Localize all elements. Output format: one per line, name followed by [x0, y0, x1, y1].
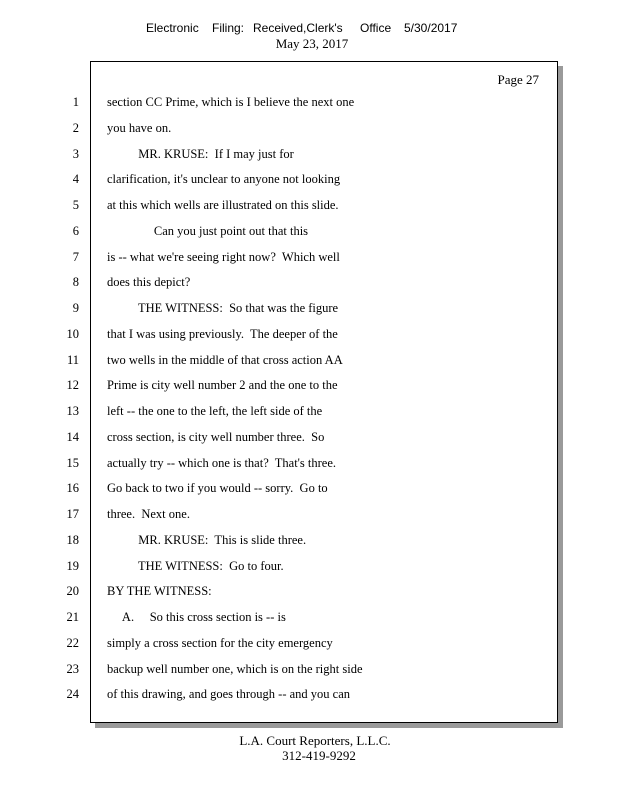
transcript-line: of this drawing, and goes through -- and you can — [107, 687, 350, 702]
page-number: Page 27 — [497, 72, 539, 87]
transcript-line: simply a cross section for the city emergency — [107, 635, 333, 650]
line-number: 24 — [66, 687, 79, 702]
line-number: 16 — [66, 481, 79, 496]
line-number: 13 — [66, 404, 79, 418]
transcript-line: THE WITNESS: So that was the figure — [107, 301, 339, 315]
transcript-line: backup well number one, which is on the right side — [107, 661, 363, 676]
line-number: 8 — [72, 275, 79, 290]
footer-phone: 312-419-9292 — [282, 748, 356, 763]
line-number: 7 — [72, 249, 79, 264]
line-number: 19 — [66, 558, 79, 573]
line-number: 10 — [66, 326, 79, 341]
transcript-line: left -- the one to the left, the left side of the — [107, 404, 323, 418]
line-number: 1 — [72, 95, 79, 109]
filing-stamp-word: Electronic — [146, 21, 199, 35]
transcript-line: three. Next one. — [107, 507, 190, 521]
transcript-line: Can you just point out that this — [107, 223, 309, 238]
transcript-line: actually try -- which one is that? That's three. — [107, 455, 337, 470]
line-number: 12 — [66, 378, 79, 393]
transcript-line: does this depict? — [107, 275, 191, 290]
line-number: 17 — [66, 507, 79, 521]
line-number: 11 — [66, 352, 79, 367]
filing-stamp-word: Office — [360, 21, 392, 35]
line-number: 6 — [72, 223, 79, 238]
transcript-line: A. So this cross section is -- is — [107, 610, 286, 624]
filing-stamp — [0, 21, 618, 37]
transcript-line: that I was using previously. The deeper of the — [107, 326, 338, 341]
line-number: 15 — [66, 455, 79, 470]
transcript-line: is -- what we're seeing right now? Which well — [107, 249, 340, 264]
line-number: 22 — [66, 635, 79, 650]
filing-stamp-word: Received,Clerk's — [253, 21, 343, 35]
transcript-line: you have on. — [107, 120, 172, 135]
line-number: 2 — [72, 120, 79, 135]
transcript-line: BY THE WITNESS: — [107, 584, 212, 599]
footer-company: L.A. Court Reporters, L.L.C. — [239, 733, 391, 748]
line-number: 3 — [72, 146, 79, 161]
line-number: 5 — [72, 198, 79, 212]
line-number: 18 — [66, 532, 79, 547]
transcript-line: clarification, it's unclear to anyone not looking — [107, 172, 341, 187]
filing-stamp-date: 5/30/2017 — [404, 21, 458, 35]
transcript-line: cross section, is city well number three. So — [107, 429, 325, 444]
transcript-line: MR. KRUSE: If I may just for — [107, 146, 294, 161]
transcript-line: THE WITNESS: Go to four. — [107, 558, 284, 573]
transcript-line: two wells in the middle of that cross action AA — [107, 352, 343, 367]
line-number: 23 — [66, 661, 79, 676]
transcript-line: at this which wells are illustrated on this slide. — [107, 198, 339, 212]
line-number: 14 — [66, 429, 79, 444]
transcript-line: MR. KRUSE: This is slide three. — [107, 532, 307, 547]
transcript-line: section CC Prime, which is I believe the next one — [107, 95, 355, 109]
header-date: May 23, 2017 — [275, 36, 349, 51]
line-number: 4 — [72, 172, 79, 187]
line-number: 21 — [66, 610, 79, 624]
transcript-line: Prime is city well number 2 and the one to the — [107, 378, 338, 393]
transcript-line: Go back to two if you would -- sorry. Go to — [107, 481, 328, 496]
filing-stamp-word: Filing: — [212, 21, 245, 35]
line-number: 9 — [72, 301, 79, 315]
line-number: 20 — [66, 584, 79, 599]
